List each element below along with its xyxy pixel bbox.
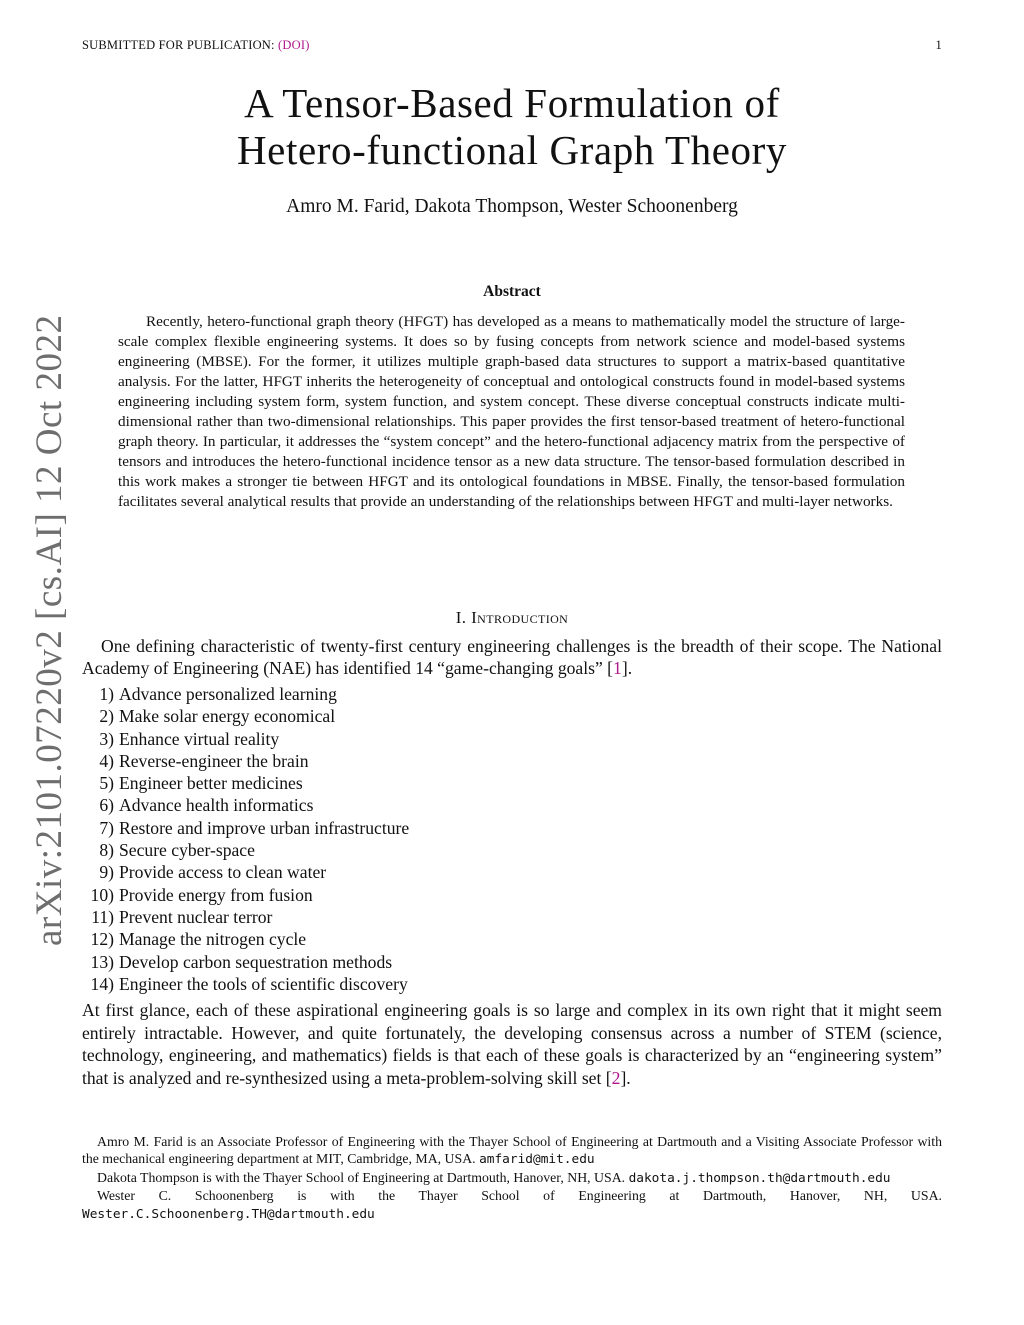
abstract-heading: Abstract (483, 283, 541, 300)
list-item-number: 1) (99, 684, 114, 704)
list-item (82, 728, 409, 750)
body-text: At first glance, each of these aspirational engineering goals is so large and complex in its own right that it might seem entirely intractable. However, and quite fortunately, the developing consensus across a number of STEM (science, technology, engineering, and mathematics) fields is that each of these goals is characterized by an “engineering system” that is analyzed and re-synthesized using a meta-problem-solving skill set [ (82, 1000, 942, 1088)
section-title: Introduction (471, 608, 569, 627)
list-item-text: Advance health informatics (119, 795, 314, 816)
email-address: amfarid@mit.edu (479, 1152, 595, 1168)
list-item-number: 5) (99, 773, 114, 794)
list-item (82, 906, 409, 928)
running-header (82, 38, 942, 53)
list-item (82, 928, 409, 950)
list-item (82, 817, 409, 839)
footnote (82, 1133, 942, 1169)
body-paragraph (82, 999, 942, 1089)
submitted-label: SUBMITTED FOR PUBLICATION: (82, 38, 275, 52)
list-item-number: 4) (99, 750, 114, 771)
author-footnotes (82, 1133, 942, 1223)
intro-text: One defining characteristic of twenty-first century engineering challenges is the breadth of their scope. The National Academy of Engineering (NAE) has identified 14 “game-changing goals” [ (82, 636, 942, 678)
list-item-text: Manage the nitrogen cycle (119, 929, 307, 950)
list-item-number: 11) (91, 906, 114, 927)
body-text-end: ]. (620, 1067, 631, 1088)
list-item-number: 2) (99, 706, 114, 727)
list-item-text: Reverse-engineer the brain (119, 750, 309, 771)
list-item (82, 705, 409, 727)
citation-link[interactable]: 2 (611, 1067, 621, 1088)
list-item (82, 839, 409, 861)
list-item-number: 6) (99, 795, 114, 816)
arxiv-stamp: arXiv:2101.07220v2 [cs.AI] 12 Oct 2022 (29, 314, 70, 946)
author-list: Amro M. Farid, Dakota Thompson, Wester Schoonenberg (286, 196, 738, 217)
title-line-1: A Tensor-Based Formulation of (244, 80, 780, 126)
list-item-text: Provide access to clean water (119, 862, 327, 883)
list-item (82, 861, 409, 883)
footnote-text: Wester C. Schoonenberg is with the Thayer School of Engineering at Dartmouth, Hanover, NH, USA. (97, 1188, 942, 1204)
list-item-text: Provide energy from fusion (119, 884, 313, 905)
list-item-text: Advance personalized learning (119, 684, 337, 704)
list-item-text: Restore and improve urban infrastructure (119, 817, 410, 838)
list-item (82, 951, 409, 973)
list-item-text: Prevent nuclear terror (119, 906, 273, 927)
list-item-text: Engineer better medicines (119, 773, 303, 794)
list-item-number: 10) (90, 884, 114, 905)
list-item-text: Enhance virtual reality (119, 728, 280, 749)
list-item (82, 683, 409, 705)
list-item-number: 13) (90, 951, 114, 972)
list-item (82, 772, 409, 794)
citation-link[interactable]: 1 (613, 658, 622, 678)
section-number: I. (455, 608, 467, 627)
paper-title (82, 80, 942, 174)
list-item-number: 14) (90, 973, 114, 994)
list-item-text: Develop carbon sequestration methods (119, 951, 393, 972)
goals-list (82, 683, 409, 995)
list-item-text: Secure cyber-space (119, 840, 255, 861)
title-line-2: Hetero-functional Graph Theory (236, 127, 788, 173)
list-item (82, 794, 409, 816)
section-heading (82, 608, 942, 628)
list-item-number: 8) (99, 840, 114, 861)
footnote (82, 1187, 942, 1223)
list-item-number: 3) (99, 728, 114, 749)
list-item-number: 9) (99, 862, 114, 883)
list-item (82, 750, 409, 772)
abstract-text: Recently, hetero-functional graph theory (HFGT) has developed as a means to mathematically model the structure of large-scale complex flexible engineering systems. It does so by fusing concepts from network science and model-based systems engineering (MBSE). For the former, it utilizes multiple graph-based data structures to support a matrix-based quantitative analysis. For the latter, HFGT inherits the heterogeneity of conceptual and ontological constructs found in model-based systems engineering including system form, system function, and system concept. These diverse conceptual constructs indicate multi-dimensional rather than two-dimensional relationships. This paper provides the first tensor-based treatment of hetero-functional graph theory. In particular, it addresses the “system concept” and the hetero-functional adjacency matrix from the perspective of tensors and introduces the hetero-functional incidence tensor as a new data structure. The tensor-based formulation described in this work makes a stronger tie between HFGT and its ontological foundations in MBSE. Finally, the tensor-based formulation facilitates several analytical results that provide an understanding of the relationships between HFGT and multi-layer networks. (118, 313, 905, 510)
email-address: Wester.C.Schoonenberg.TH@dartmouth.edu (82, 1206, 375, 1222)
list-item (82, 884, 409, 906)
list-item-number: 12) (90, 929, 114, 950)
footnote-text: Amro M. Farid is an Associate Professor of Engineering with the Thayer School of Engineering at Dartmouth and a Visiting Associate Professor with the mechanical engineering department at MIT, Cambridge, MA, USA. (82, 1134, 942, 1167)
list-item-text: Engineer the tools of scientific discovery (119, 973, 408, 994)
submission-note (82, 38, 310, 53)
list-item (82, 973, 409, 995)
intro-paragraph (82, 635, 942, 679)
footnote (82, 1169, 942, 1187)
page-number: 1 (935, 38, 942, 52)
email-address: dakota.j.thompson.th@dartmouth.edu (628, 1170, 891, 1186)
doi-link[interactable]: (DOI) (278, 38, 310, 52)
intro-text-end: ]. (621, 658, 633, 678)
list-item-text: Make solar energy economical (119, 706, 336, 727)
footnote-text: Dakota Thompson is with the Thayer School of Engineering at Dartmouth, Hanover, NH, USA. (97, 1169, 629, 1185)
list-item-number: 7) (99, 817, 114, 838)
